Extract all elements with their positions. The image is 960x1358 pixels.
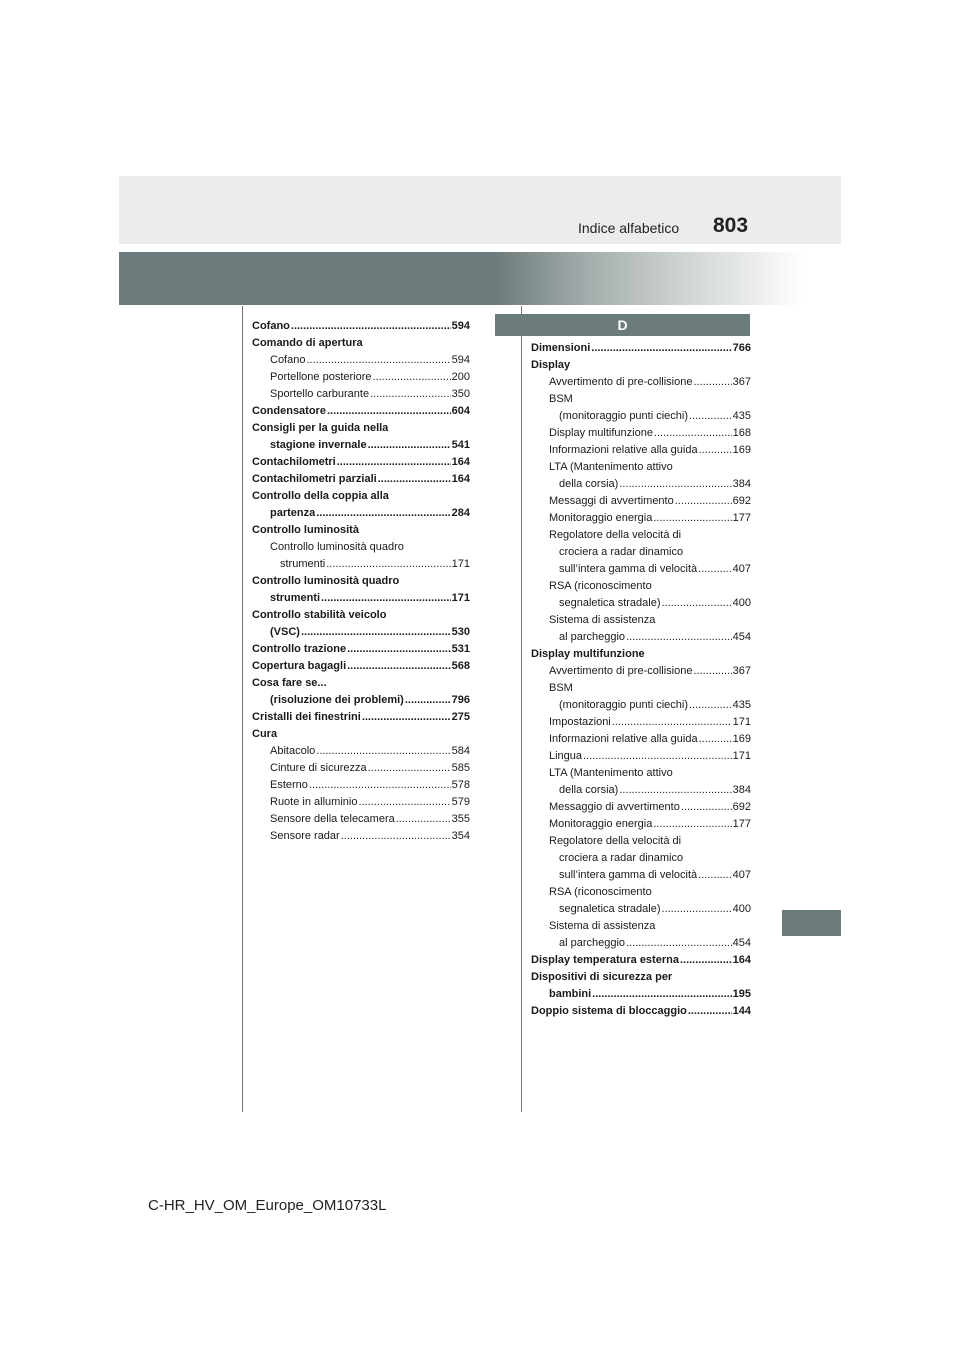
index-entry-term: Regolatore della velocità di bbox=[549, 529, 682, 541]
dot-leader bbox=[619, 476, 731, 493]
index-heading bbox=[252, 335, 470, 352]
index-entry-term: RSA (riconoscimento bbox=[549, 886, 652, 898]
dot-leader bbox=[347, 658, 451, 675]
index-entry-term: BSM bbox=[549, 393, 573, 405]
index-entry bbox=[531, 476, 751, 493]
dot-leader bbox=[699, 731, 732, 748]
section-title: Indice alfabetico bbox=[578, 220, 680, 236]
index-entry-term: Condensatore bbox=[252, 405, 326, 417]
dot-leader bbox=[591, 340, 731, 357]
index-entry-page: 177 bbox=[732, 818, 751, 830]
index-entry-term: strumenti bbox=[270, 592, 321, 604]
index-entry-page: 578 bbox=[451, 779, 470, 791]
index-entry bbox=[252, 624, 470, 641]
index-entry-term: bambini bbox=[549, 988, 592, 1000]
index-column-right bbox=[531, 340, 751, 1020]
index-entry-page: 407 bbox=[732, 563, 751, 575]
index-entry-term: Regolatore della velocità di bbox=[549, 835, 682, 847]
index-heading bbox=[531, 850, 751, 867]
letter-heading-d: D bbox=[495, 314, 750, 336]
index-entry-page: 195 bbox=[732, 988, 751, 1000]
index-entry-page: 584 bbox=[451, 745, 470, 757]
index-entry-term: Sistema di assistenza bbox=[549, 614, 656, 626]
index-entry-page: 164 bbox=[451, 456, 470, 468]
index-entry-term: LTA (Mantenimento attivo bbox=[549, 767, 673, 779]
index-entry bbox=[531, 714, 751, 731]
index-entry-page: 169 bbox=[732, 733, 751, 745]
index-entry bbox=[531, 867, 751, 884]
index-entry-page: 354 bbox=[451, 830, 470, 842]
index-entry-term: Display bbox=[531, 359, 571, 371]
index-entry-page: 171 bbox=[732, 750, 751, 762]
index-entry-term: Comando di apertura bbox=[252, 337, 363, 349]
left-column-rule bbox=[242, 306, 243, 1112]
index-entry-term: (monitoraggio punti ciechi) bbox=[559, 699, 689, 711]
index-entry-term: Consigli per la guida nella bbox=[252, 422, 389, 434]
index-entry-page: 692 bbox=[732, 495, 751, 507]
index-entry-term: Doppio sistema di bloccaggio bbox=[531, 1005, 687, 1017]
index-entry bbox=[252, 386, 470, 403]
index-entry-page: 350 bbox=[451, 388, 470, 400]
index-entry-page: 585 bbox=[451, 762, 470, 774]
index-entry bbox=[252, 828, 470, 845]
dot-leader bbox=[693, 663, 731, 680]
index-entry bbox=[252, 777, 470, 794]
index-entry-page: 367 bbox=[732, 376, 751, 388]
index-entry-term: Informazioni relative alla guida bbox=[549, 733, 698, 745]
index-entry bbox=[252, 641, 470, 658]
index-entry-term: Display multifunzione bbox=[531, 648, 645, 660]
index-entry-term: Cofano bbox=[270, 354, 306, 366]
index-entry-term: Controllo luminosità quadro bbox=[252, 575, 400, 587]
index-heading bbox=[531, 646, 751, 663]
index-entry bbox=[531, 425, 751, 442]
index-entry-page: 200 bbox=[451, 371, 470, 383]
index-entry-term: della corsia) bbox=[559, 478, 619, 490]
index-entry bbox=[531, 952, 751, 969]
dot-leader bbox=[378, 471, 451, 488]
index-entry bbox=[531, 510, 751, 527]
index-entry-term: Copertura bagagli bbox=[252, 660, 347, 672]
index-entry-page: 384 bbox=[732, 784, 751, 796]
index-entry bbox=[531, 731, 751, 748]
index-entry-term: Informazioni relative alla guida bbox=[549, 444, 698, 456]
index-entry-page: 541 bbox=[451, 439, 470, 451]
index-heading bbox=[531, 969, 751, 986]
dot-leader bbox=[337, 454, 451, 471]
index-heading bbox=[531, 918, 751, 935]
index-heading bbox=[531, 527, 751, 544]
index-entry-term: Sensore radar bbox=[270, 830, 340, 842]
index-entry-page: 400 bbox=[732, 597, 751, 609]
dot-leader bbox=[321, 590, 451, 607]
index-entry-term: Messaggi di avvertimento bbox=[549, 495, 674, 507]
index-entry bbox=[531, 663, 751, 680]
dot-leader bbox=[612, 714, 732, 731]
index-heading bbox=[531, 612, 751, 629]
index-entry-term: strumenti bbox=[280, 558, 326, 570]
index-heading bbox=[252, 522, 470, 539]
index-entry-page: 594 bbox=[451, 320, 470, 332]
index-entry-term: Cosa fare se... bbox=[252, 677, 327, 689]
index-entry-term: Monitoraggio energia bbox=[549, 818, 653, 830]
index-heading bbox=[252, 488, 470, 505]
index-entry-page: 164 bbox=[451, 473, 470, 485]
index-entry-term: Esterno bbox=[270, 779, 308, 791]
index-heading bbox=[531, 833, 751, 850]
dot-leader bbox=[368, 437, 451, 454]
index-entry-term: Dispositivi di sicurezza per bbox=[531, 971, 673, 983]
chapter-side-tab bbox=[782, 910, 841, 936]
index-entry-page: 400 bbox=[732, 903, 751, 915]
index-heading bbox=[531, 884, 751, 901]
index-entry-term: sull’intera gamma di velocità bbox=[559, 563, 698, 575]
index-entry-term: Cristalli dei finestrini bbox=[252, 711, 361, 723]
index-heading bbox=[252, 726, 470, 743]
index-entry-page: 284 bbox=[451, 507, 470, 519]
index-entry-term: (monitoraggio punti ciechi) bbox=[559, 410, 689, 422]
dot-leader bbox=[362, 709, 451, 726]
index-entry-page: 407 bbox=[732, 869, 751, 881]
index-entry-page: 367 bbox=[732, 665, 751, 677]
dot-leader bbox=[347, 641, 451, 658]
index-heading bbox=[531, 357, 751, 374]
index-entry bbox=[531, 935, 751, 952]
index-entry bbox=[252, 590, 470, 607]
index-entry-page: 568 bbox=[451, 660, 470, 672]
index-entry-page: 144 bbox=[732, 1005, 751, 1017]
index-entry-term: Messaggio di avvertimento bbox=[549, 801, 680, 813]
dot-leader bbox=[309, 777, 451, 794]
dot-leader bbox=[653, 510, 731, 527]
dot-leader bbox=[373, 369, 451, 386]
index-entry-page: 435 bbox=[732, 410, 751, 422]
dot-leader bbox=[681, 799, 732, 816]
index-entry bbox=[531, 782, 751, 799]
index-entry-page: 796 bbox=[451, 694, 470, 706]
dot-leader bbox=[626, 629, 732, 646]
dot-leader bbox=[341, 828, 451, 845]
index-entry-page: 164 bbox=[732, 954, 751, 966]
dot-leader bbox=[306, 352, 450, 369]
index-entry-page: 171 bbox=[732, 716, 751, 728]
index-entry-page: 355 bbox=[451, 813, 470, 825]
dot-leader bbox=[592, 986, 731, 1003]
dot-leader bbox=[662, 901, 732, 918]
index-entry-term: Sportello carburante bbox=[270, 388, 370, 400]
index-entry-term: Portellone posteriore bbox=[270, 371, 372, 383]
index-entry-term: Sistema di assistenza bbox=[549, 920, 656, 932]
index-column-left bbox=[252, 318, 470, 845]
index-entry bbox=[252, 471, 470, 488]
index-entry-term: Lingua bbox=[549, 750, 583, 762]
index-entry-term: segnaletica stradale) bbox=[559, 597, 661, 609]
dot-leader bbox=[358, 794, 450, 811]
index-entry bbox=[531, 374, 751, 391]
index-entry-page: 171 bbox=[451, 558, 470, 570]
index-entry bbox=[531, 1003, 751, 1020]
index-entry-term: Controllo stabilità veicolo bbox=[252, 609, 387, 621]
index-entry bbox=[252, 692, 470, 709]
index-heading bbox=[252, 607, 470, 624]
index-entry-page: 275 bbox=[451, 711, 470, 723]
dot-leader bbox=[396, 811, 451, 828]
index-entry-term: Avvertimento di pre-collisione bbox=[549, 376, 693, 388]
index-entry bbox=[252, 352, 470, 369]
index-entry bbox=[531, 986, 751, 1003]
dot-leader bbox=[688, 1003, 732, 1020]
index-entry bbox=[531, 493, 751, 510]
index-entry-term: Cura bbox=[252, 728, 278, 740]
index-entry bbox=[531, 748, 751, 765]
index-entry-page: 168 bbox=[732, 427, 751, 439]
index-entry-page: 531 bbox=[451, 643, 470, 655]
index-entry bbox=[531, 408, 751, 425]
dot-leader bbox=[316, 505, 450, 522]
index-entry-term: Monitoraggio energia bbox=[549, 512, 653, 524]
index-entry-term: crociera a radar dinamico bbox=[559, 852, 684, 864]
dot-leader bbox=[291, 318, 451, 335]
index-entry-term: Cofano bbox=[252, 320, 290, 332]
index-entry bbox=[252, 760, 470, 777]
index-entry-page: 604 bbox=[451, 405, 470, 417]
index-entry-page: 692 bbox=[732, 801, 751, 813]
dot-leader bbox=[698, 867, 731, 884]
index-heading bbox=[252, 539, 470, 556]
dot-leader bbox=[326, 556, 450, 573]
index-entry bbox=[531, 697, 751, 714]
index-entry-term: Abitacolo bbox=[270, 745, 316, 757]
index-entry-page: 594 bbox=[451, 354, 470, 366]
index-entry-term: Cinture di sicurezza bbox=[270, 762, 367, 774]
dot-leader bbox=[693, 374, 731, 391]
index-entry-page: 454 bbox=[732, 631, 751, 643]
index-entry-term: Controllo luminosità quadro bbox=[270, 541, 404, 553]
index-entry-page: 171 bbox=[451, 592, 470, 604]
dot-leader bbox=[654, 425, 732, 442]
index-heading bbox=[531, 391, 751, 408]
dot-leader bbox=[689, 697, 732, 714]
index-entry bbox=[252, 658, 470, 675]
index-entry bbox=[252, 437, 470, 454]
index-entry-term: sull’intera gamma di velocità bbox=[559, 869, 698, 881]
index-heading bbox=[531, 765, 751, 782]
index-entry bbox=[252, 709, 470, 726]
index-entry-term: Display multifunzione bbox=[549, 427, 653, 439]
dot-leader bbox=[689, 408, 732, 425]
index-entry-page: 177 bbox=[732, 512, 751, 524]
index-entry-page: 435 bbox=[732, 699, 751, 711]
document-footer-code: C-HR_HV_OM_Europe_OM10733L bbox=[148, 1197, 387, 1214]
index-entry bbox=[252, 369, 470, 386]
index-entry-term: Controllo della coppia alla bbox=[252, 490, 389, 502]
dot-leader bbox=[368, 760, 451, 777]
index-entry-term: (VSC) bbox=[270, 626, 300, 638]
index-entry bbox=[531, 442, 751, 459]
index-entry-term: stagione invernale bbox=[270, 439, 367, 451]
dot-leader bbox=[626, 935, 732, 952]
index-heading bbox=[252, 675, 470, 692]
dot-leader bbox=[662, 595, 732, 612]
index-entry-term: al parcheggio bbox=[559, 631, 626, 643]
dot-leader bbox=[583, 748, 732, 765]
index-entry bbox=[531, 561, 751, 578]
index-heading bbox=[531, 459, 751, 476]
dot-leader bbox=[698, 561, 731, 578]
dot-leader bbox=[653, 816, 731, 833]
index-entry-term: Contachilometri parziali bbox=[252, 473, 377, 485]
middle-column-rule bbox=[521, 306, 522, 1112]
index-entry-term: (risoluzione dei problemi) bbox=[270, 694, 404, 706]
index-entry bbox=[531, 629, 751, 646]
index-entry bbox=[252, 556, 470, 573]
dot-leader bbox=[619, 782, 731, 799]
index-entry bbox=[531, 901, 751, 918]
index-entry-term: Dimensioni bbox=[531, 342, 591, 354]
page-number: 803 bbox=[713, 214, 749, 237]
index-entry-page: 454 bbox=[732, 937, 751, 949]
decorative-gradient-band bbox=[119, 252, 841, 305]
index-entry-page: 169 bbox=[732, 444, 751, 456]
index-entry-term: Sensore della telecamera bbox=[270, 813, 395, 825]
dot-leader bbox=[316, 743, 450, 760]
index-entry-term: Avvertimento di pre-collisione bbox=[549, 665, 693, 677]
index-entry bbox=[252, 505, 470, 522]
index-entry-term: crociera a radar dinamico bbox=[559, 546, 684, 558]
index-entry-term: LTA (Mantenimento attivo bbox=[549, 461, 673, 473]
dot-leader bbox=[699, 442, 732, 459]
index-entry bbox=[531, 816, 751, 833]
index-entry bbox=[252, 794, 470, 811]
index-entry bbox=[531, 340, 751, 357]
index-entry-term: della corsia) bbox=[559, 784, 619, 796]
dot-leader bbox=[675, 493, 732, 510]
dot-leader bbox=[327, 403, 451, 420]
index-entry-term: Impostazioni bbox=[549, 716, 611, 728]
dot-leader bbox=[370, 386, 451, 403]
index-entry bbox=[531, 799, 751, 816]
index-entry-term: al parcheggio bbox=[559, 937, 626, 949]
index-entry-page: 579 bbox=[451, 796, 470, 808]
index-entry-page: 530 bbox=[451, 626, 470, 638]
index-entry-page: 384 bbox=[732, 478, 751, 490]
index-entry-term: RSA (riconoscimento bbox=[549, 580, 652, 592]
index-entry-term: partenza bbox=[270, 507, 316, 519]
index-entry-term: BSM bbox=[549, 682, 573, 694]
index-entry bbox=[252, 743, 470, 760]
index-entry bbox=[531, 595, 751, 612]
index-entry-page: 766 bbox=[732, 342, 751, 354]
index-entry-term: Controllo luminosità bbox=[252, 524, 359, 536]
index-heading bbox=[531, 544, 751, 561]
dot-leader bbox=[680, 952, 732, 969]
index-entry bbox=[252, 403, 470, 420]
dot-leader bbox=[405, 692, 451, 709]
index-entry bbox=[252, 811, 470, 828]
index-entry-term: Controllo trazione bbox=[252, 643, 347, 655]
index-heading bbox=[531, 680, 751, 697]
index-heading bbox=[531, 578, 751, 595]
index-entry bbox=[252, 454, 470, 471]
index-entry-term: Display temperatura esterna bbox=[531, 954, 679, 966]
index-entry-term: Contachilometri bbox=[252, 456, 336, 468]
index-entry bbox=[252, 318, 470, 335]
index-entry-term: segnaletica stradale) bbox=[559, 903, 661, 915]
index-entry-term: Ruote in alluminio bbox=[270, 796, 358, 808]
dot-leader bbox=[301, 624, 451, 641]
index-heading bbox=[252, 573, 470, 590]
index-heading bbox=[252, 420, 470, 437]
